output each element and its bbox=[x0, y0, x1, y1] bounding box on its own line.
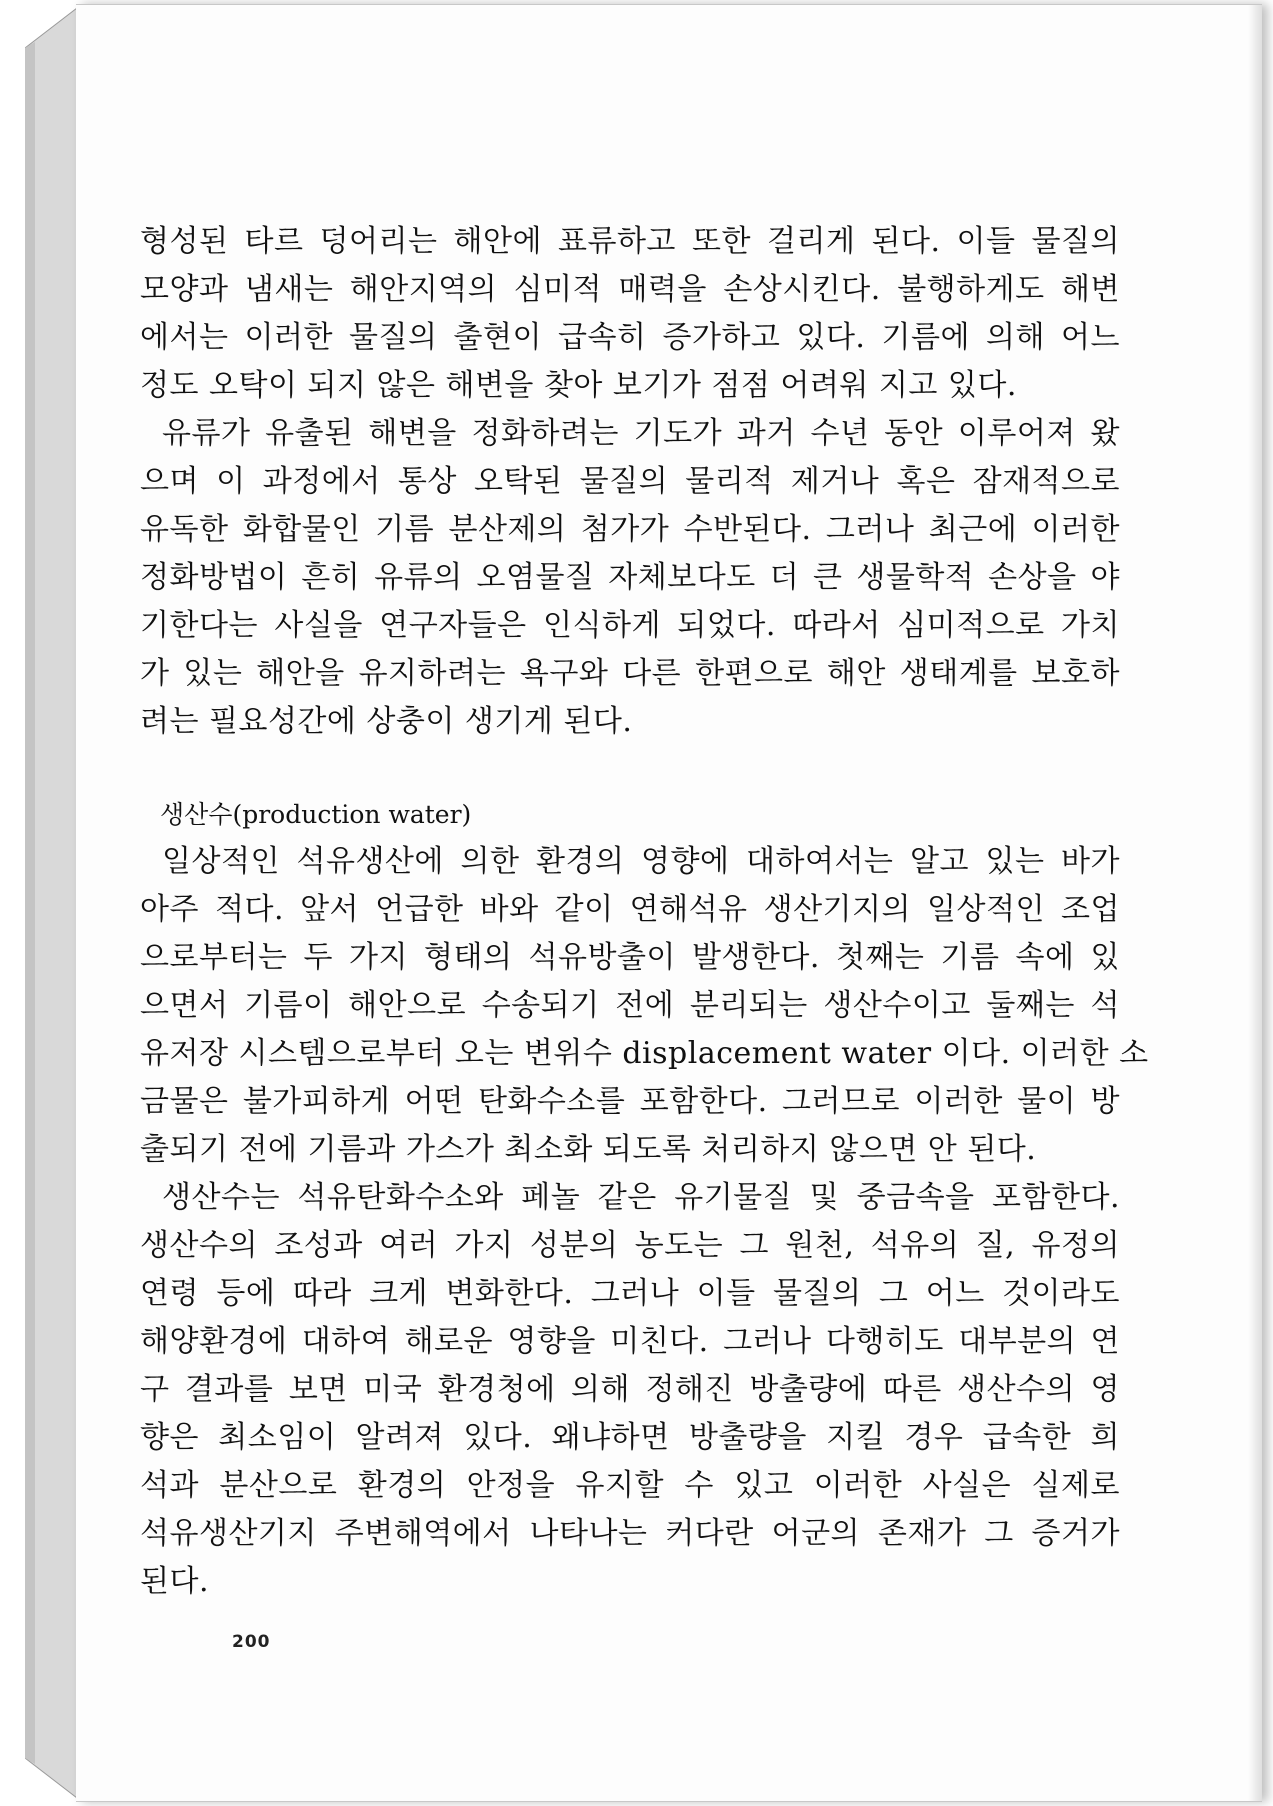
text-line: 향은 최소임이 알려져 있다. 왜냐하면 방출량을 지킬 경우 급속한 희 bbox=[140, 1420, 1120, 1455]
paragraph-beach-cleanup bbox=[140, 410, 1120, 746]
page-number: 200 bbox=[232, 1632, 271, 1652]
text-line: 으면서 기름이 해안으로 수송되기 전에 분리되는 생산수이고 둘째는 석 bbox=[140, 988, 1120, 1023]
paragraph-tar-lumps bbox=[140, 218, 1120, 410]
text-line: 려는 필요성간에 상충이 생기게 된다. bbox=[140, 704, 633, 739]
text-line: 연령 등에 따라 크게 변화한다. 그러나 이들 물질의 그 어느 것이라도 bbox=[140, 1276, 1120, 1311]
text-line: 정도 오탁이 되지 않은 해변을 찾아 보기가 점점 어려워 지고 있다. bbox=[140, 368, 1017, 403]
text-line: 정화방법이 흔히 유류의 오염물질 자체보다도 더 큰 생물학적 손상을 야 bbox=[140, 560, 1120, 595]
text-line: 형성된 타르 덩어리는 해안에 표류하고 또한 걸리게 된다. 이들 물질의 bbox=[140, 224, 1120, 259]
page-body bbox=[140, 218, 1149, 1606]
section-heading: 생산수(production water) bbox=[160, 800, 472, 829]
text-line: 아주 적다. 앞서 언급한 바와 같이 연해석유 생산기지의 일상적인 조업 bbox=[140, 892, 1120, 927]
text-line: 유저장 시스템으로부터 오는 변위수 displacement water 이다. 이러한 소 bbox=[140, 1036, 1149, 1071]
text-line: 으로부터는 두 가지 형태의 석유방출이 발생한다. 첫째는 기름 속에 있 bbox=[140, 940, 1120, 975]
text-line: 생산수의 조성과 여러 가지 성분의 농도는 그 원천, 석유의 질, 유정의 bbox=[140, 1228, 1120, 1263]
section-gap bbox=[140, 746, 1120, 792]
text-line: 일상적인 석유생산에 의한 환경의 영향에 대하여서는 알고 있는 바가 bbox=[162, 844, 1120, 879]
paragraph-production-water-effects bbox=[140, 1174, 1120, 1606]
page-edge-shade bbox=[1248, 5, 1262, 1801]
text-line: 유독한 화합물인 기름 분산제의 첨가가 수반된다. 그러나 최근에 이러한 bbox=[140, 512, 1120, 547]
text-line: 해양환경에 대하여 해로운 영향을 미친다. 그러나 다행히도 대부분의 연 bbox=[140, 1324, 1120, 1359]
text-line: 가 있는 해안을 유지하려는 욕구와 다른 한편으로 해안 생태계를 보호하 bbox=[140, 656, 1120, 691]
text-line: 석유생산기지 주변해역에서 나타나는 커다란 어군의 존재가 그 증거가 bbox=[140, 1516, 1120, 1551]
text-line: 모양과 냄새는 해안지역의 심미적 매력을 손상시킨다. 불행하게도 해변 bbox=[140, 272, 1120, 307]
text-line: 에서는 이러한 물질의 출현이 급속히 증가하고 있다. 기름에 의해 어느 bbox=[140, 320, 1120, 355]
text-line: 생산수는 석유탄화수소와 페놀 같은 유기물질 및 중금속을 포함한다. bbox=[162, 1180, 1120, 1215]
text-line: 금물은 불가피하게 어떤 탄화수소를 포함한다. 그러므로 이러한 물이 방 bbox=[140, 1084, 1120, 1119]
text-line: 기한다는 사실을 연구자들은 인식하게 되었다. 따라서 심미적으로 가치 bbox=[140, 608, 1120, 643]
text-line: 구 결과를 보면 미국 환경청에 의해 정해진 방출량에 따른 생산수의 영 bbox=[140, 1372, 1120, 1407]
paragraph-production-water bbox=[140, 838, 1149, 1174]
text-line: 유류가 유출된 해변을 정화하려는 기도가 과거 수년 동안 이루어져 왔 bbox=[162, 416, 1120, 451]
book-spine bbox=[25, 8, 77, 1798]
text-line: 출되기 전에 기름과 가스가 최소화 되도록 처리하지 않으면 안 된다. bbox=[140, 1132, 1037, 1167]
text-line: 석과 분산으로 환경의 안정을 유지할 수 있고 이러한 사실은 실제로 bbox=[140, 1468, 1120, 1503]
text-line: 으며 이 과정에서 통상 오탁된 물질의 물리적 제거나 혹은 잠재적으로 bbox=[140, 464, 1120, 499]
text-line: 된다. bbox=[140, 1564, 209, 1599]
